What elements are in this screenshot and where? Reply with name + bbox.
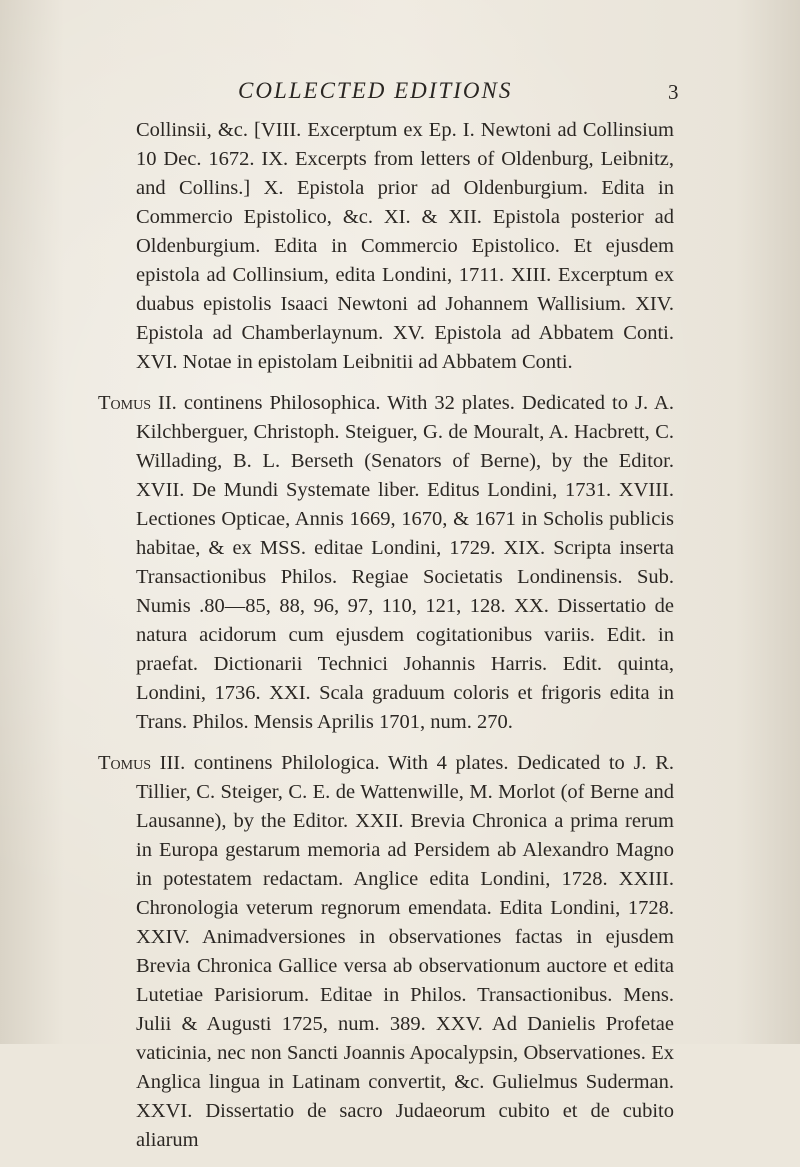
paragraph-lead: Tomus II. <box>98 392 177 414</box>
paragraph-tomus-iii <box>98 749 674 1155</box>
paragraph-text: continens Philosophica. With 32 plates. Dedicated to J. A. Kilchberguer, Christoph. Steiguer, G. de Mouralt, A. Hacbrett, C. Willading, B. L. Berseth (Senators of Berne), by the Editor. XVII. De Mundi Systemate liber. Editus Londini, 1731. XVIII. Lectiones Opticae, Annis 1669, 1670, & 1671 in Scholis publicis habitae, & ex MSS. editae Londini, 1729. XIX. Scripta inserta Transactionibus Philos. Regiae Societatis Londinensis. Sub. Numis .80—85, 88, 96, 97, 110, 121, 128. XX. Dissertatio de natura acidorum cum ejusdem cogitationibus variis. Edit. in praefat. Dictionarii Technici Johannis Harris. Edit. quinta, Londini, 1736. XXI. Scala graduum coloris et frigoris edita in Trans. Philos. Mensis Aprilis 1701, num. 270. <box>136 392 674 733</box>
running-head: COLLECTED EDITIONS <box>238 78 513 103</box>
paragraph-lead: Tomus III. <box>98 752 186 774</box>
page-header <box>0 78 800 108</box>
paragraph-continuation <box>98 116 674 377</box>
body-text <box>98 116 674 1167</box>
paragraph-text: continens Philologica. With 4 plates. Dedicated to J. R. Tillier, C. Steiger, C. E. de Wattenwille, M. Morlot (of Berne and Lausanne), by the Editor. XXII. Brevia Chronica a prima rerum in Europa gestarum memoria ad Persidem ab Alexandro Magno in potestatem redactam. Anglice edita Londini, 1728. XXIII. Chronologia veterum regnorum emendata. Edita Londini, 1728. XXIV. Animadversiones in observationes factas in ejusdem Brevia Chronica Gallice versa ab observationum auctore et edita Lutetiae Parisiorum. Editae in Philos. Transactionibus. Mens. Julii & Augusti 1725, num. 389. XXV. Ad Danielis Profetae vaticinia, nec non Sancti Joannis Apocalypsin, Observationes. Ex Anglica lingua in Latinam convertit, &c. Gulielmus Suderman. XXVI. Dissertatio de sacro Judaeorum cubito et de cubito aliarum <box>136 752 674 1151</box>
page-number: 3 <box>668 80 679 104</box>
paragraph-text: Collinsii, &c. [VIII. Excerptum ex Ep. I. Newtoni ad Collinsium 10 Dec. 1672. IX. Excerpts from letters of Oldenburg, Leibnitz, and Collins.] X. Epistola prior ad Oldenburgium. Edita in Commercio Epistolico, &c. XI. & XII. Epistola posterior ad Oldenburgium. Edita in Commercio Epistolico. Et ejusdem epistola ad Collinsium, edita Londini, 1711. XIII. Excerptum ex duabus epistolis Isaaci Newtoni ad Johannem Wallisium. XIV. Epistola ad Chamberlaynum. XV. Epistola ad Abbatem Conti. XVI. Notae in epistolam Leibnitii ad Abbatem Conti. <box>136 119 674 373</box>
paragraph-tomus-ii <box>98 389 674 737</box>
